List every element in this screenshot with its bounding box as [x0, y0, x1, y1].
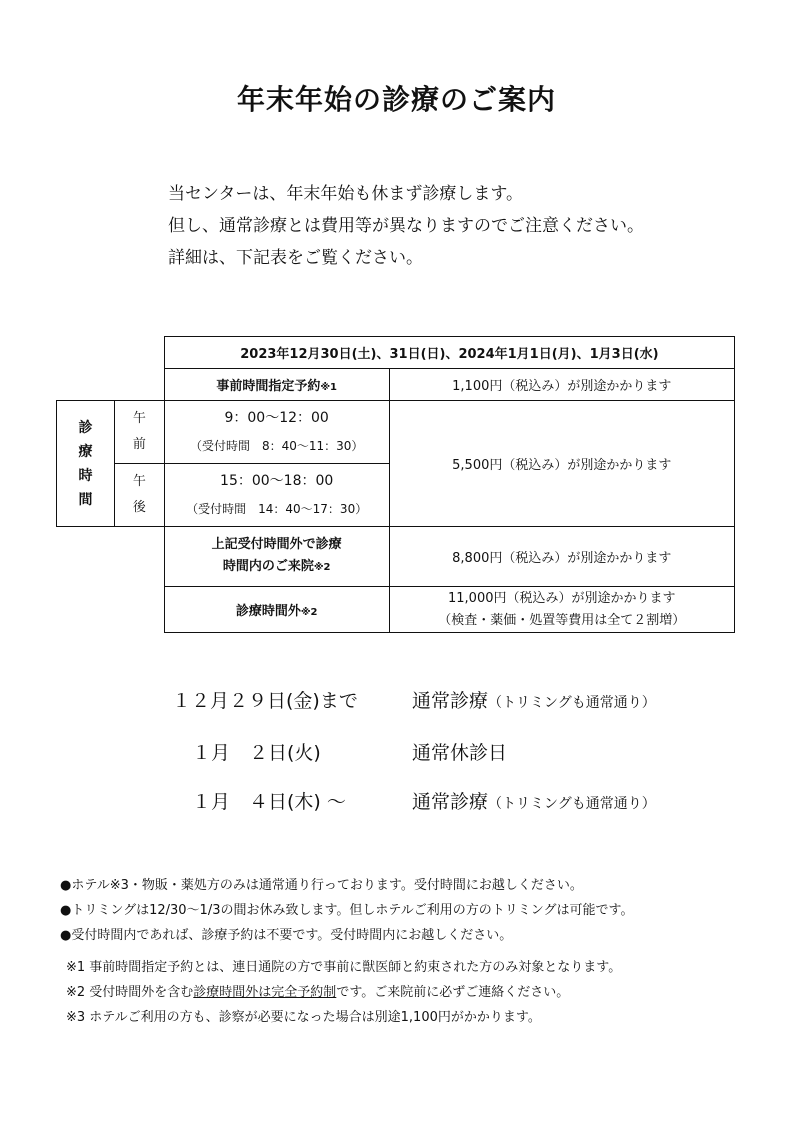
intro-line: 詳細は、下記表をご覧ください。 — [168, 248, 423, 268]
intro-text — [168, 178, 644, 274]
fee-table — [56, 336, 735, 633]
outside-reception-fee: 8,800円（税込み）が別途かかります — [389, 527, 735, 587]
schedule-status: 通常休診日 — [412, 742, 508, 764]
page-title: 年末年始の診療のご案内 — [236, 83, 556, 116]
pm-hours: 15：00～18：00 （受付時間 14：40～17：30） — [164, 464, 389, 527]
hours-fee: 5,500円（税込み）が別途かかります — [389, 401, 735, 527]
schedule-status: 通常診療（トリミングも通常通り） — [412, 791, 656, 813]
footnote-3: ※3 ホテルご利用の方も、診察が必要になった場合は別途1,100円がかかります。 — [66, 1010, 541, 1025]
am-hours: 9：00～12：00 （受付時間 8：40～11：30） — [164, 401, 389, 464]
outside-hours-fee: 11,000円（税込み）が別途かかります （検査・薬価・処置等費用は全て２割増） — [389, 587, 735, 633]
note-item: ●トリミングは12/30～1/3の間お休み致します。但しホテルご利用の方のトリミングは可能です。 — [60, 903, 634, 918]
schedule-date: １２月２９日(金)まで — [172, 690, 358, 712]
date-header: 2023年12月30日(土)、31日(日)、2024年1月1日(月)、1月3日(水) — [164, 337, 734, 369]
intro-line: 但し、通常診療とは費用等が異なりますのでご注意ください。 — [168, 216, 644, 236]
schedule-date: １月 ４日(木) ～ — [192, 791, 346, 813]
am-label: 午 前 — [114, 401, 164, 464]
schedule-date: １月 ２日(火) — [192, 742, 321, 764]
footnote-1: ※1 事前時間指定予約とは、連日通院の方で事前に獣医師と約束された方のみ対象となります。 — [66, 960, 622, 975]
advance-appointment-label: 事前時間指定予約※1 — [164, 369, 389, 401]
footnote-2: ※2 受付時間外を含む診療時間外は完全予約制です。ご来院前に必ずご連絡ください。 — [66, 985, 570, 1000]
outside-hours-label: 診療時間外※2 — [164, 587, 389, 633]
note-item: ●ホテル※3・物販・薬処方のみは通常通り行っております。受付時間にお越しください。 — [60, 878, 583, 893]
schedule-status: 通常診療（トリミングも通常通り） — [412, 690, 656, 712]
note-item: ●受付時間内であれば、診療予約は不要です。受付時間内にお越しください。 — [60, 928, 513, 943]
notes-list — [60, 873, 633, 948]
advance-appointment-fee: 1,100円（税込み）が別途かかります — [389, 369, 735, 401]
hours-label: 診 療 時 間 — [57, 401, 115, 527]
pm-label: 午 後 — [114, 464, 164, 527]
intro-line: 当センターは、年末年始も休まず診療します。 — [168, 184, 523, 204]
outside-reception-label: 上記受付時間外で診療 時間内のご来院※2 — [164, 527, 389, 587]
footnotes — [66, 955, 621, 1030]
